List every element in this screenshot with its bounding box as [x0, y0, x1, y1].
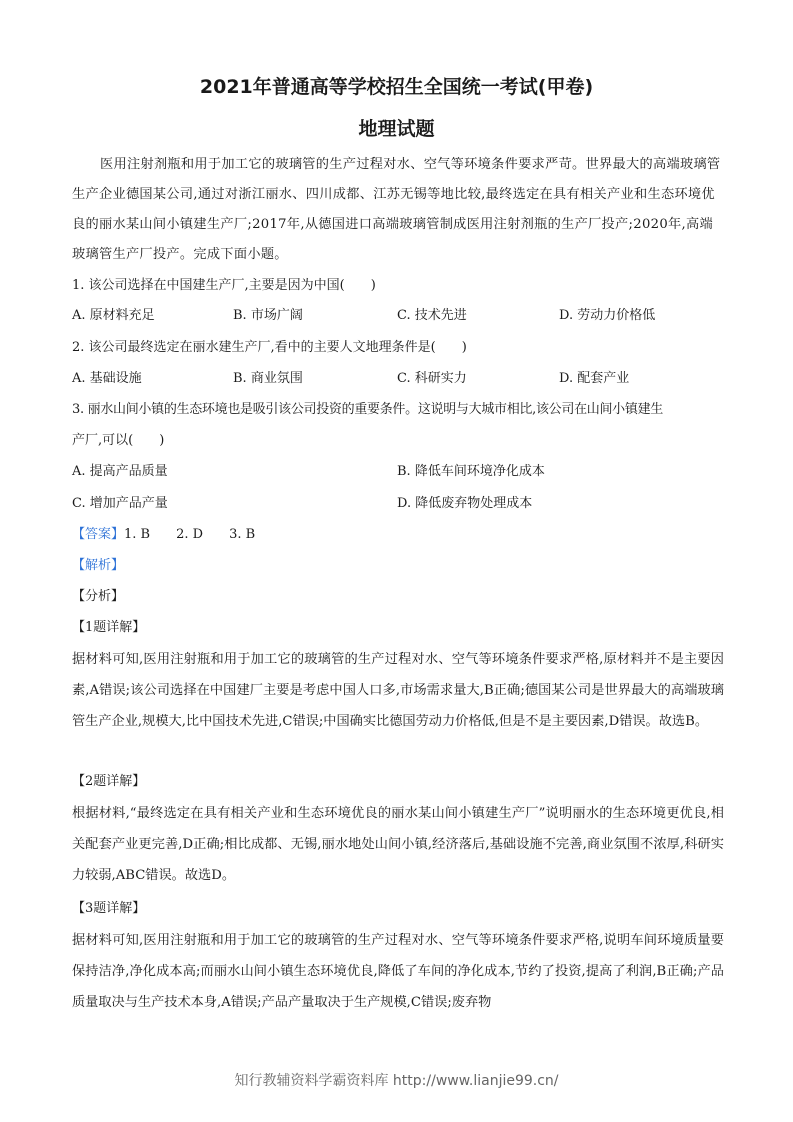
exam-title: 2021年普通高等学校招生全国统一考试(甲卷) — [199, 76, 594, 98]
q3-option-d: D. 降低废弃物处理成本 — [397, 496, 533, 511]
answer-label: 【答案】 — [72, 527, 125, 542]
q2-option-d: D. 配套产业 — [559, 371, 630, 386]
detail-3-text: 据材料可知,医用注射瓶和用于加工它的玻璃管的生产过程对水、空气等环境条件要求严格,说明车间环境质量要保持洁净,净化成本高;而丽水山间小镇生态环境优良,降低了车间的净化成本,节约了投资,提高了利润,B正确;产品质量取决与生产技术本身,A错误;产品产量取决于生产规模,C错误;废弃物 — [72, 933, 724, 1010]
q3-option-b: B. 降低车间环境净化成本 — [397, 464, 545, 479]
footer-watermark: 知行教辅资料学霸资料库 http://www.lianjie99.cn/ — [234, 1073, 559, 1089]
q2-option-a: A. 基础设施 — [72, 371, 142, 386]
answer-row — [72, 524, 255, 546]
detail-1-text: 据材料可知,医用注射瓶和用于加工它的玻璃管的生产过程对水、空气等环境条件要求严格,原材料并不是主要因素,A错误;该公司选择在中国建厂主要是考虑中国人口多,市场需求量大,B正确;德国某公司是世界最大的高端玻璃管生产企业,规模大,比中国技术先进,C错误;中国确实比德国劳动力价格低,但是不是主要因素,D错误。故选B。 — [72, 652, 724, 729]
q1-option-c: C. 技术先进 — [397, 308, 467, 323]
intro-paragraph: 医用注射剂瓶和用于加工它的玻璃管的生产过程对水、空气等环境条件要求严苛。世界最大的高端玻璃管生产企业德国某公司,通过对浙江丽水、四川成都、江苏无锡等地比较,最终选定在具有相关产业和生态环境优良的丽水某山间小镇建生产厂;2017年,从德国进口高端玻璃管制成医用注射剂瓶的生产厂投产;2020年,高端玻璃管生产厂投产。完成下面小题。 — [72, 157, 721, 262]
detail-3-label: 【3题详解】 — [72, 901, 146, 916]
q3-option-c: C. 增加产品产量 — [72, 496, 168, 511]
q3-option-a: A. 提高产品质量 — [72, 464, 168, 479]
detail-2-label: 【2题详解】 — [72, 774, 146, 789]
subject-title: 地理试题 — [358, 118, 435, 140]
question-3-stem-line2: 产厂,可以( ) — [72, 433, 165, 448]
q1-option-a: A. 原材料充足 — [72, 308, 155, 323]
question-1-stem: 1. 该公司选择在中国建生产厂,主要是因为中国( ) — [72, 278, 376, 293]
q1-option-d: D. 劳动力价格低 — [559, 308, 656, 323]
fenxi-label: 【分析】 — [72, 589, 125, 604]
q1-option-b: B. 市场广阔 — [233, 308, 303, 323]
analysis-label: 【解析】 — [72, 558, 125, 573]
detail-2-text: 根据材料,“最终选定在具有相关产业和生态环境优良的丽水某山间小镇建生产厂”说明丽水的生态环境更优良,相关配套产业更完善,D正确;相比成都、无锡,丽水地处山间小镇,经济落后,基础设施不完善,商业氛围不浓厚,科研实力较弱,ABC错误。故选D。 — [72, 806, 724, 883]
detail-1-label: 【1题详解】 — [72, 620, 146, 635]
q2-option-b: B. 商业氛围 — [233, 371, 303, 386]
answer-1: 1. B — [124, 527, 151, 542]
q2-option-c: C. 科研实力 — [397, 371, 467, 386]
question-3-stem-line1: 3. 丽水山间小镇的生态环境也是吸引该公司投资的重要条件。这说明与大城市相比,该公司在山间小镇建生 — [72, 402, 663, 417]
answer-2: 2. D — [176, 527, 204, 542]
question-2-stem: 2. 该公司最终选定在丽水建生产厂,看中的主要人文地理条件是( ) — [72, 340, 467, 355]
answer-3: 3. B — [229, 527, 256, 542]
